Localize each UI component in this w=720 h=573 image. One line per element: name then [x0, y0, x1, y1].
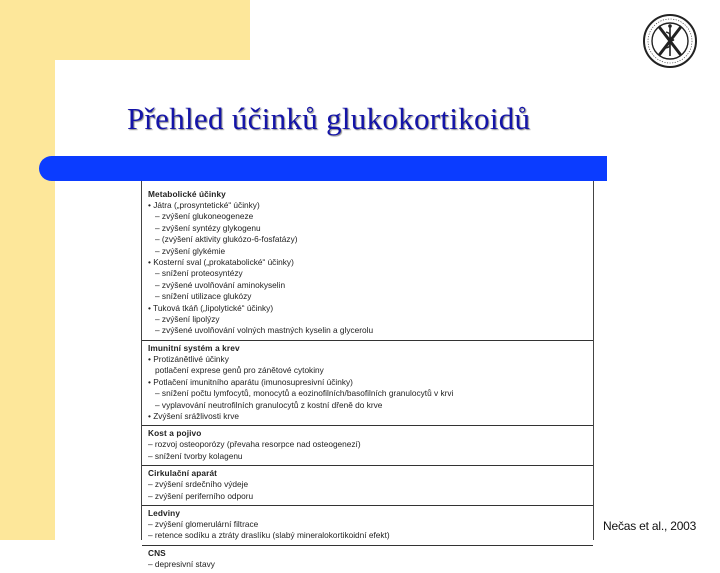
table-row: • Protizánětlivé účinky	[148, 353, 229, 364]
effects-table	[141, 181, 594, 569]
section-title: Ledviny	[148, 507, 181, 518]
section-title: Kost a pojivo	[148, 428, 202, 439]
background-side-band	[0, 0, 55, 540]
section-title: Metabolické účinky	[148, 189, 226, 199]
table-row: • Kosterní sval („prokatabolické“ účinky)	[148, 257, 294, 268]
slide-title: Přehled účinků glukokortikoidů	[127, 101, 531, 136]
section-title: Cirkulační aparát	[148, 468, 218, 479]
table-row: – zvýšení srdečního výdeje	[148, 479, 249, 490]
table-row: – zvýšení glykémie	[155, 245, 226, 256]
table-row: potlačení exprese genů pro zánětové cytokiny	[155, 365, 324, 376]
table-section	[142, 181, 593, 340]
table-row: – zvýšené uvolňování volných mastných kyselin a glycerolu	[155, 325, 374, 336]
table-row: – zvýšené uvolňování aminokyselin	[155, 279, 286, 290]
table-row: • Tuková tkáň („lipolytické“ účinky)	[148, 302, 274, 313]
table-row: • Potlačení imunitního aparátu (imunosupresivní účinky)	[148, 376, 353, 387]
table-row: – zvýšení lipolýzy	[155, 314, 220, 325]
table-row: – (zvýšení aktivity glukózo-6-fosfatázy)	[155, 234, 298, 245]
section-title: CNS	[148, 547, 166, 558]
table-row: • Játra („prosyntetické“ účinky)	[148, 200, 260, 210]
table-row: – depresivní stavy	[148, 558, 215, 569]
table-row: – rozvoj osteoporózy (převaha resorpce nad osteogenezí)	[148, 439, 361, 450]
table-row: – snížení utilizace glukózy	[155, 291, 252, 302]
table-row: – snížení tvorby kolagenu	[148, 450, 243, 461]
table-row: – zvýšení syntézy glykogenu	[155, 222, 261, 233]
table-row: – snížení počtu lymfocytů, monocytů a eozinofilních/basofilních granulocytů v krvi	[155, 388, 454, 399]
table-row: • Zvýšení srážlivosti krve	[148, 410, 239, 421]
table-section	[142, 465, 593, 505]
table-section	[142, 505, 593, 545]
university-seal-icon	[642, 12, 698, 70]
table-row: – retence sodíku a ztráty draslíku (slabý mineralokortikoidní efekt)	[148, 530, 390, 541]
section-title: Imunitní systém a krev	[148, 342, 240, 353]
title-underline-bar	[39, 156, 607, 181]
table-section	[142, 340, 593, 425]
table-section	[142, 425, 593, 465]
table-row: – vyplavování neutrofilních granulocytů z kostní dřeně do krve	[155, 399, 383, 410]
table-row: – zvýšení periferního odporu	[148, 490, 254, 501]
table-row: – zvýšení glukoneogeneze	[155, 211, 254, 222]
table-row: – snížení proteosyntézy	[155, 268, 243, 279]
table-row: – zvýšení glomerulární filtrace	[148, 518, 259, 529]
table-section	[142, 545, 593, 573]
citation: Nečas et al., 2003	[603, 519, 697, 533]
